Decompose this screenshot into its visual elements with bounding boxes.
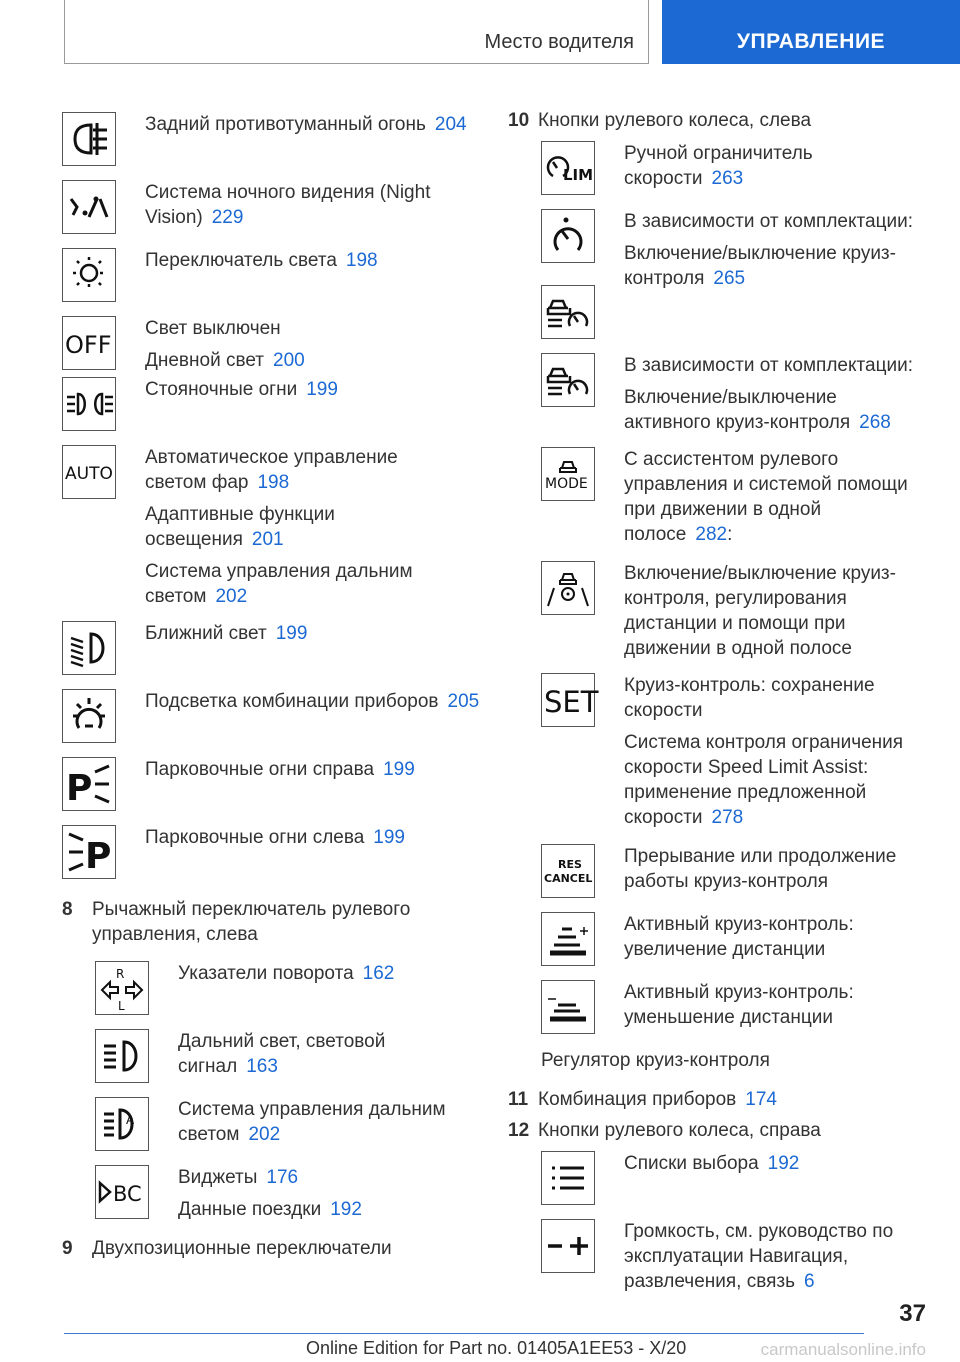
set-icon: [541, 673, 599, 727]
cruise-control-icon: [541, 209, 595, 263]
right-column: [508, 108, 933, 1294]
entry-bc: [95, 1165, 482, 1222]
entry-acc-active: [541, 353, 933, 435]
entry-distance-plus: [541, 912, 933, 966]
entry-text: Система управления дальним светом 202: [178, 1099, 446, 1145]
entry-text: Система ночного видения (Night Vision) 229: [145, 182, 431, 228]
night-vision-icon: [62, 180, 116, 234]
entry-auto: [62, 445, 482, 609]
page-ref-link[interactable]: 6: [804, 1271, 815, 1292]
page-ref-link[interactable]: 265: [713, 268, 746, 289]
entry-parking-lights: [62, 377, 482, 431]
parking-lights-icon: [62, 377, 116, 431]
page-ref-link[interactable]: 199: [306, 379, 338, 400]
item-11: 11 Комбинация приборов 174: [508, 1089, 777, 1110]
entry-lim: [541, 141, 933, 195]
entry-instrument-illumination: [62, 689, 482, 743]
page-ref-link[interactable]: 162: [362, 963, 395, 984]
page-ref-link[interactable]: 199: [383, 759, 415, 780]
entry-text: Активный круиз-контроль: увеличение дистанции: [624, 914, 854, 960]
entry-light-switch: [62, 248, 482, 302]
page-ref-link[interactable]: 204: [434, 114, 467, 135]
instrument-illumination-icon: [62, 689, 116, 743]
entry-text: Ближний свет 199: [145, 623, 308, 644]
page-ref-link[interactable]: 202: [215, 586, 248, 607]
section-header: Место водителя: [64, 0, 649, 64]
entry-text: Свет выключен Дневной свет 200: [145, 318, 305, 371]
entry-high-beam-assist: [95, 1097, 482, 1151]
svg-text:LIM: LIM: [563, 166, 594, 184]
entry-res-cancel: [541, 844, 933, 898]
entry-text: Прерывание или продолжение работы круиз-контроля: [624, 846, 897, 892]
svg-text:MODE: MODE: [545, 476, 588, 492]
entry-text: Автоматическое управление светом фар 198 Адаптивные функции освещения 201 Система управления дальним светом 202: [145, 447, 413, 607]
page-ref-link[interactable]: 263: [711, 168, 744, 189]
entry-high-beam: [95, 1029, 482, 1083]
entry-list: [541, 1151, 933, 1205]
entry-text: Круиз-контроль: сохранение скорости Система контроля ограничения скорости Speed Limit Assist: применение предложенной скорости 278: [624, 675, 904, 828]
item-9: 9 Двухпозиционные переключатели: [62, 1238, 392, 1259]
regulator-label: Регулятор круиз-контроля: [541, 1050, 770, 1071]
svg-text:L: L: [118, 999, 125, 1013]
entry-parking-right: [62, 757, 482, 811]
parking-left-icon: [62, 825, 116, 879]
parking-right-icon: [62, 757, 116, 811]
page-ref-link[interactable]: 282: [695, 524, 728, 545]
res-cancel-icon: [541, 844, 595, 898]
svg-text:BC: BC: [113, 1182, 142, 1206]
off-icon: [62, 316, 116, 370]
acc-active-icon: [541, 353, 595, 407]
page-ref-link[interactable]: 198: [345, 250, 378, 271]
svg-text:OFF: OFF: [65, 331, 112, 359]
entry-set: [541, 673, 933, 830]
page-ref-link[interactable]: 205: [447, 691, 480, 712]
page-ref-link[interactable]: 200: [273, 350, 305, 371]
entry-text: Задний противотуманный огонь 204: [145, 114, 467, 135]
high-beam-assist-icon: [95, 1097, 149, 1151]
list-icon: [541, 1151, 595, 1205]
entry-text: Включение/выключение круиз-контроля, регулирования дистанции и помощи при движении в одной полосе: [624, 563, 896, 659]
entry-text: В зависимости от комплектации: Включение/выключение круиз-контроля 265: [624, 211, 913, 289]
page-ref-link[interactable]: 192: [767, 1153, 800, 1174]
chapter-tab[interactable]: УПРАВЛЕНИЕ: [662, 0, 960, 64]
item-10: 10 Кнопки рулевого колеса, слева: [508, 110, 812, 131]
bc-icon: [95, 1165, 149, 1219]
svg-text:A: A: [126, 1113, 135, 1127]
entry-turn-signal: [95, 961, 482, 1015]
entry-text: Подсветка комбинации приборов 205: [145, 691, 480, 712]
entry-text: В зависимости от комплектации: Включение/выключение активного круиз-контроля 268: [624, 355, 913, 433]
entry-text: Переключатель света 198: [145, 250, 378, 271]
entry-text: Списки выбора 192: [624, 1153, 800, 1174]
item-8: 8 Рычажный переключатель рулевого управления, слева: [62, 899, 411, 945]
low-beam-icon: [62, 621, 116, 675]
entry-mode: [541, 447, 933, 547]
svg-text:P: P: [66, 768, 93, 809]
entry-rear-fog: [62, 112, 482, 166]
entry-cruise: [541, 209, 933, 291]
entry-text: Указатели поворота 162: [178, 963, 395, 984]
entry-text: Парковочные огни слева 199: [145, 827, 405, 848]
svg-text:P: P: [85, 836, 112, 877]
page-ref-link[interactable]: 199: [275, 623, 308, 644]
entry-night-vision: [62, 180, 482, 234]
entry-volume: [541, 1219, 933, 1294]
page-ref-link[interactable]: 229: [211, 207, 244, 228]
entry-steering-assist: [541, 561, 933, 661]
page-ref-link[interactable]: 192: [330, 1199, 362, 1220]
rear-fog-light-icon: [62, 112, 116, 166]
entry-distance-minus: [541, 980, 933, 1034]
page-ref-link[interactable]: 198: [257, 472, 290, 493]
svg-text:AUTO: AUTO: [65, 464, 113, 484]
left-column: [62, 108, 482, 1261]
entry-text: Парковочные огни справа 199: [145, 759, 415, 780]
svg-text:CANCEL: CANCEL: [544, 872, 593, 885]
footer-divider: [64, 1333, 864, 1334]
entry-off: [62, 316, 482, 373]
svg-text:SET: SET: [544, 685, 599, 719]
turn-signal-icon: [95, 961, 149, 1015]
entry-text: С ассистентом рулевого управления и системой помощи при движении в одной полосе 282:: [624, 449, 908, 545]
distance-plus-icon: [541, 912, 595, 966]
entry-parking-left: [62, 825, 482, 879]
page-ref-link[interactable]: 202: [248, 1124, 281, 1145]
entry-text: Ручной ограничитель скорости 263: [624, 143, 813, 189]
page-ref-link[interactable]: 174: [745, 1089, 777, 1110]
page-number: 37: [899, 1300, 926, 1327]
svg-text:R: R: [116, 967, 125, 981]
volume-icon: [541, 1219, 595, 1273]
entry-text: Громкость, см. руководство по эксплуатации Навигация, развлечения, связь 6: [624, 1221, 894, 1292]
page-ref-link[interactable]: 176: [266, 1167, 299, 1188]
watermark: carmanualsonline.info: [760, 1340, 926, 1359]
entry-low-beam: [62, 621, 482, 675]
page-ref-link[interactable]: 163: [246, 1056, 278, 1077]
page-ref-link[interactable]: 199: [373, 827, 405, 848]
acc-icon: [541, 285, 595, 339]
edition-note: Online Edition for Part no. 01405A1EE53 - X/20: [306, 1338, 687, 1358]
entry-acc: [541, 285, 933, 339]
entry-text: Стояночные огни 199: [145, 379, 338, 400]
lim-icon: [541, 141, 595, 195]
entry-text: Виджеты 176 Данные поездки 192: [178, 1167, 362, 1220]
entry-text: Активный круиз-контроль: уменьшение дистанции: [624, 982, 854, 1028]
page-ref-link[interactable]: 201: [251, 529, 284, 550]
mode-icon: [541, 447, 595, 501]
entry-text: Дальний свет, световой сигнал 163: [178, 1031, 386, 1077]
page-ref-link[interactable]: 268: [859, 412, 891, 433]
high-beam-icon: [95, 1029, 149, 1083]
svg-text:RES: RES: [558, 858, 582, 871]
auto-icon: [62, 445, 116, 499]
light-switch-icon: [62, 248, 116, 302]
page-ref-link[interactable]: 278: [711, 807, 744, 828]
distance-minus-icon: [541, 980, 595, 1034]
item-12: 12 Кнопки рулевого колеса, справа: [508, 1120, 821, 1141]
steering-assist-icon: [541, 561, 595, 615]
